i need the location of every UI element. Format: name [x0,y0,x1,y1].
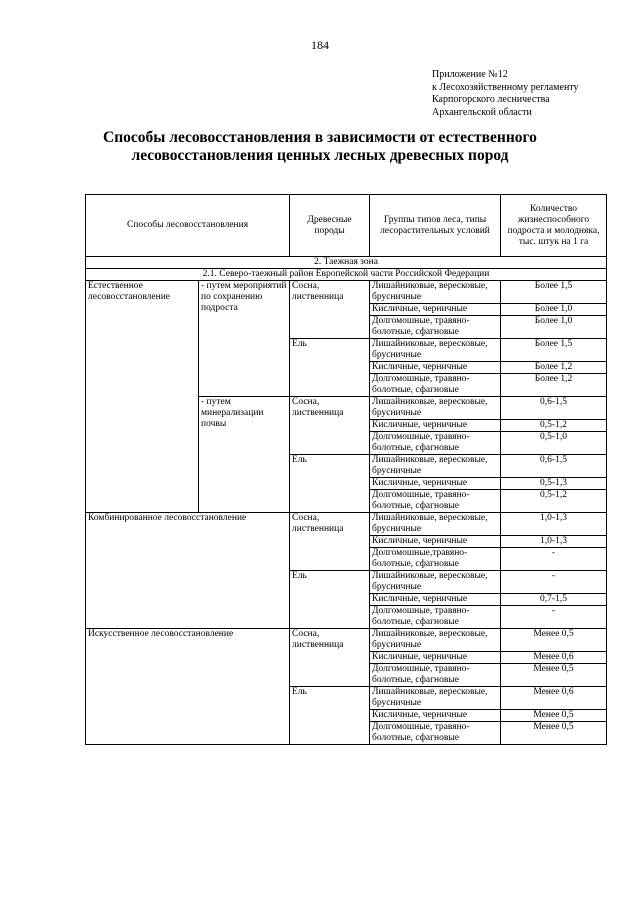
method-natural-sub2: - путем минерализации почвы [199,397,290,513]
region-row [86,269,607,281]
species-cell: Ель [290,687,370,745]
value-cell: Менее 0,5 [501,710,607,722]
value-cell: Менее 0,5 [501,722,607,745]
zone-label: 2. Таежная зона [86,257,607,269]
group-cell: Долгомошные,травяно-болотные, сфагновые [370,548,501,571]
group-cell: Кисличные, черничные [370,594,501,606]
header-quantity: Количество жизнеспособного подроста и молодняка, тыс. штук на 1 га [501,195,607,257]
value-cell: Более 1,0 [501,304,607,316]
method-natural: Естественное лесовосстановление [86,281,199,513]
group-cell: Долгомошные, травяно-болотные, сфагновые [370,316,501,339]
group-cell: Лишайниковые, вересковые, брусничные [370,455,501,478]
group-cell: Лишайниковые, вересковые, брусничные [370,339,501,362]
group-cell: Долгомошные, травяно-болотные, сфагновые [370,374,501,397]
value-cell: Менее 0,5 [501,664,607,687]
appendix-note [432,69,579,119]
value-cell: Менее 0,5 [501,629,607,652]
value-cell: Более 1,2 [501,362,607,374]
value-cell: - [501,571,607,594]
group-cell: Лишайниковые, вересковые, брусничные [370,513,501,536]
region-label: 2.1. Северо-таежный район Европейской части Российской Федерации [86,269,607,281]
value-cell: 0,6-1,5 [501,397,607,420]
table-row [86,513,607,536]
species-cell: Ель [290,339,370,397]
value-cell: Более 1,2 [501,374,607,397]
value-cell: 0,5-1,0 [501,432,607,455]
reforestation-table [85,194,607,745]
header-groups: Группы типов леса, типы лесорастительных условий [370,195,501,257]
species-cell: Сосна, лиственница [290,513,370,571]
group-cell: Долгомошные, травяно-болотные, сфагновые [370,722,501,745]
group-cell: Долгомошные, травяно-болотные, сфагновые [370,606,501,629]
header-species: Древесные породы [290,195,370,257]
appendix-line: к Лесохозяйственному регламенту [432,81,579,93]
species-cell: Сосна, лиственница [290,281,370,339]
value-cell: - [501,548,607,571]
header-methods: Способы лесовосстановления [86,195,290,257]
species-cell: Ель [290,571,370,629]
group-cell: Лишайниковые, вересковые, брусничные [370,571,501,594]
group-cell: Долгомошные, травяно-болотные, сфагновые [370,432,501,455]
value-cell: Более 1,0 [501,316,607,339]
group-cell: Лишайниковые, вересковые, брусничные [370,629,501,652]
group-cell: Кисличные, черничные [370,478,501,490]
table-row [86,281,607,304]
group-cell: Лишайниковые, вересковые, брусничные [370,281,501,304]
group-cell: Кисличные, черничные [370,536,501,548]
group-cell: Кисличные, черничные [370,710,501,722]
group-cell: Долгомошные, травяно-болотные, сфагновые [370,490,501,513]
appendix-line: Приложение №12 [432,69,508,80]
value-cell: - [501,606,607,629]
appendix-line: Карпогорского лесничества [432,94,550,105]
value-cell: 0,5-1,2 [501,490,607,513]
appendix-line: Архангельской области [432,106,532,118]
group-cell: Долгомошные, травяно-болотные, сфагновые [370,664,501,687]
value-cell: Более 1,5 [501,339,607,362]
group-cell: Кисличные, черничные [370,304,501,316]
page-number: 184 [311,38,329,52]
table-row [86,629,607,652]
zone-row [86,257,607,269]
method-artificial: Искусственное лесовосстановление [86,629,290,745]
species-cell: Ель [290,455,370,513]
value-cell: 1,0-1,3 [501,536,607,548]
group-cell: Кисличные, черничные [370,652,501,664]
value-cell: Менее 0,6 [501,687,607,710]
header-row [86,195,607,257]
group-cell: Лишайниковые, вересковые, брусничные [370,687,501,710]
method-natural-sub1: - путем мероприятий по сохранению подроста [199,281,290,397]
value-cell: 0,5-1,2 [501,420,607,432]
value-cell: Более 1,5 [501,281,607,304]
value-cell: Менее 0,6 [501,652,607,664]
group-cell: Лишайниковые, вересковые, брусничные [370,397,501,420]
value-cell: 0,7-1,5 [501,594,607,606]
group-cell: Кисличные, черничные [370,362,501,374]
method-combined: Комбинированное лесовосстановление [86,513,290,629]
value-cell: 1,0-1,3 [501,513,607,536]
title-line: лесовосстановления ценных лесных древесных пород [131,147,509,164]
group-cell: Кисличные, черничные [370,420,501,432]
value-cell: 0,6-1,5 [501,455,607,478]
title-line: Способы лесовосстановления в зависимости от естественного [103,129,537,146]
species-cell: Сосна, лиственница [290,629,370,687]
document-title [40,129,600,165]
species-cell: Сосна, лиственница [290,397,370,455]
value-cell: 0,5-1,3 [501,478,607,490]
